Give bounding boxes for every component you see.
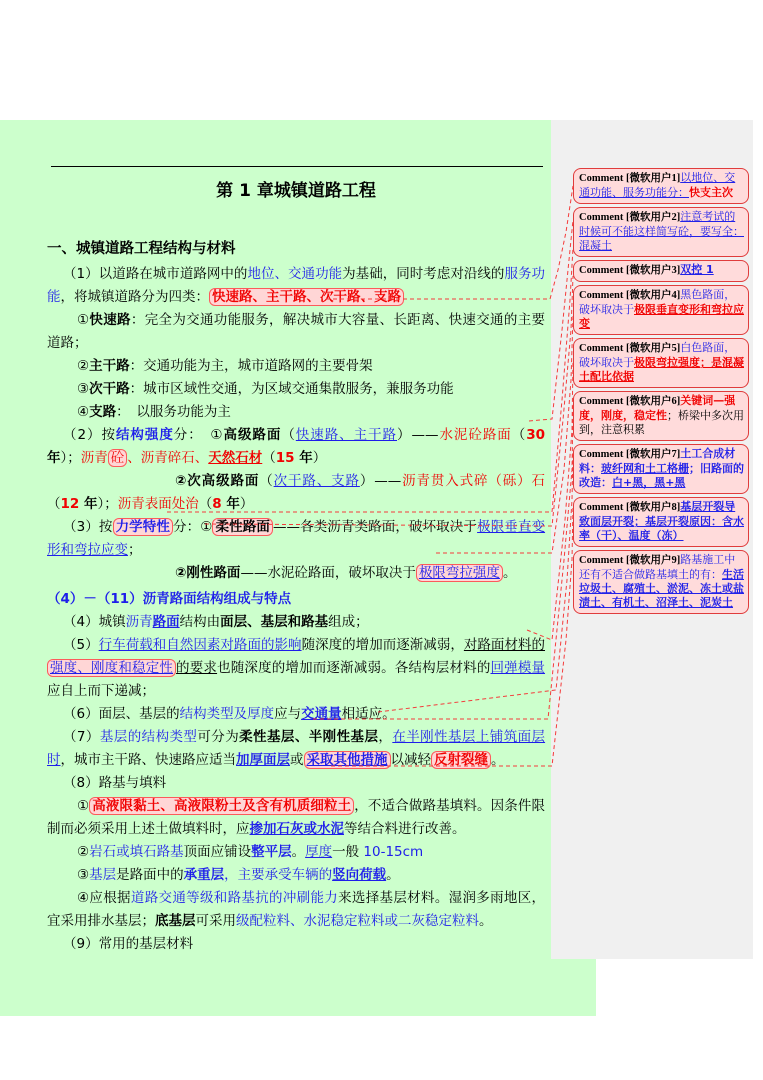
comment-balloon-1[interactable] bbox=[573, 168, 749, 204]
comment-balloon-9[interactable] bbox=[573, 550, 749, 614]
text-run: ）； bbox=[60, 450, 81, 466]
comment-anchor[interactable]: 强度、刚度和稳定性 bbox=[47, 659, 176, 677]
text-run: 基层 bbox=[89, 867, 117, 883]
text-run: ① bbox=[77, 312, 90, 328]
text-run: 生活垃圾土、腐殖土、淤泥、冻土或盐渍土、有机土、沼泽土、泥炭土 bbox=[579, 568, 744, 609]
text-run: 快支主次 bbox=[689, 186, 733, 199]
text-run: 注意考试的时候可不能这样简写砼，要写全：混凝土 bbox=[579, 210, 744, 252]
text-run: 加厚面层 bbox=[236, 752, 290, 768]
section-heading bbox=[47, 237, 545, 258]
text-run: 以减轻 bbox=[390, 752, 431, 768]
text-run: ① bbox=[77, 798, 90, 814]
text-run: 30 bbox=[526, 427, 546, 443]
text-run: 第 1 章城镇道路工程 bbox=[216, 181, 376, 201]
text-run: ④应根据 bbox=[77, 890, 131, 906]
text-run: 服务功能 bbox=[47, 266, 546, 305]
text-run: 沥青贯入式碎（砾）石 bbox=[401, 473, 546, 489]
text-run: ， bbox=[378, 729, 393, 745]
text-run: 关键词—强度，刚度，稳定性 bbox=[579, 394, 736, 422]
comment-anchor[interactable]: 力学特性 bbox=[113, 518, 173, 536]
text-run: ，将城镇道路分为四类： bbox=[60, 289, 209, 305]
text-run: ④ bbox=[77, 404, 90, 420]
text-run: （4）－（11）沥青路面结构组成与特点 bbox=[47, 591, 292, 607]
text-run: 双控 1 bbox=[680, 263, 714, 276]
text-run: 白色路面，破坏取决于 bbox=[579, 341, 736, 369]
paragraph-2 bbox=[47, 424, 545, 470]
text-run: 路基施工中还有不适合做路基填土的有： bbox=[579, 553, 736, 581]
text-run: 可采用 bbox=[195, 913, 236, 929]
text-run: ； bbox=[128, 542, 142, 558]
text-run: 组成； bbox=[328, 614, 369, 630]
subsection-heading bbox=[47, 588, 545, 611]
text-run: 分：① bbox=[173, 519, 213, 535]
list-item-2 bbox=[47, 355, 545, 378]
text-run: 底基层 bbox=[155, 913, 196, 929]
text-run: ——水泥砼路面，破坏取决于 bbox=[240, 565, 416, 581]
comment-label: Comment [微软用户6] bbox=[579, 396, 681, 407]
comment-anchor[interactable]: 快速路、主干路、次干路、支路 bbox=[209, 288, 404, 306]
text-run: 回弹模量 bbox=[490, 660, 546, 676]
text-run: （4）城镇 bbox=[63, 614, 126, 630]
text-run: ② bbox=[77, 358, 90, 374]
text-run: （5） bbox=[63, 637, 99, 653]
text-run: ②次高级路面 bbox=[175, 473, 260, 489]
paragraph-6 bbox=[47, 703, 545, 726]
text-run: 一般 bbox=[332, 844, 364, 860]
text-run: 沥青表面处治 bbox=[117, 496, 199, 512]
chapter-title bbox=[47, 176, 545, 201]
text-run: 相适应。 bbox=[341, 706, 396, 722]
comment-label: Comment [微软用户9] bbox=[579, 555, 681, 566]
text-run: ③ bbox=[77, 867, 90, 883]
text-run: （3）按 bbox=[63, 519, 113, 535]
text-run: （9）常用的基层材料 bbox=[63, 936, 194, 952]
text-run: 、沥青碎石、 bbox=[127, 450, 209, 466]
text-run: 以地位、交通功能、服务功能分： bbox=[579, 171, 736, 199]
text-run: 10-15cm bbox=[363, 844, 424, 860]
text-run: 年 bbox=[79, 496, 98, 512]
text-run: 15 bbox=[275, 450, 295, 466]
text-run: （2）按 bbox=[63, 427, 116, 443]
paragraph-8 bbox=[47, 772, 545, 795]
text-run: ：城市区域性交通，为区域交通集散服务，兼服务功能 bbox=[129, 381, 454, 397]
paragraph-5 bbox=[47, 634, 545, 703]
review-comment-pane bbox=[551, 120, 753, 959]
document-content bbox=[0, 166, 596, 956]
text-run: ：交通功能为主，城市道路网的主要骨架 bbox=[129, 358, 373, 374]
text-run: （ bbox=[262, 450, 276, 466]
text-run: 快速路 bbox=[89, 312, 131, 328]
text-run: 年 bbox=[294, 450, 313, 466]
text-run: 路面 bbox=[152, 614, 180, 630]
text-run: 主干路 bbox=[89, 358, 130, 374]
paragraph-8-4 bbox=[47, 887, 545, 933]
text-run: 整平层 bbox=[251, 844, 292, 860]
paragraph-4 bbox=[47, 611, 545, 634]
text-run: 结构由 bbox=[179, 614, 221, 630]
text-run: 基层开裂导致面层开裂；基层开裂原因：含水率（干）、温度（冻） bbox=[579, 500, 744, 542]
text-run: ② bbox=[77, 844, 90, 860]
comment-label: Comment [微软用户5] bbox=[579, 343, 681, 354]
comment-balloon-5[interactable] bbox=[573, 338, 749, 388]
comment-label: Comment [微软用户4] bbox=[579, 290, 681, 301]
text-run: 天然石材 bbox=[208, 450, 263, 466]
comment-anchor[interactable]: 柔性路面 bbox=[212, 518, 272, 536]
text-run: ）—— bbox=[397, 427, 439, 443]
text-run: 交通量 bbox=[301, 706, 342, 722]
comment-label: Comment [微软用户8] bbox=[579, 502, 681, 513]
paragraph-2b bbox=[47, 470, 545, 516]
text-run: 等结合料进行改善。 bbox=[344, 821, 466, 837]
text-run: 水泥砼路面 bbox=[438, 427, 512, 443]
text-run: （ bbox=[259, 473, 274, 489]
paragraph-1 bbox=[47, 263, 545, 309]
text-run: 应与 bbox=[274, 706, 302, 722]
text-run: （8）路基与填料 bbox=[63, 775, 167, 791]
text-run: 级配粒料、水泥稳定粒料或二灰稳定粒料 bbox=[236, 913, 479, 929]
paragraph-7 bbox=[47, 726, 545, 772]
comment-label: Comment [微软用户1] bbox=[579, 173, 681, 184]
paragraph-9 bbox=[47, 933, 545, 956]
comment-balloon-2[interactable] bbox=[573, 207, 749, 257]
comment-anchor[interactable]: 高液限黏土、高液限粉土及含有机质细粒土 bbox=[89, 797, 354, 815]
text-run: 面层、基层和路基 bbox=[220, 614, 329, 630]
text-run: 沥青 bbox=[125, 614, 153, 630]
comment-anchor[interactable]: 反射裂缝 bbox=[431, 751, 491, 769]
text-run: 玻纤网和土工格栅 bbox=[601, 462, 689, 475]
text-run: （ bbox=[47, 496, 61, 512]
text-run: 。 bbox=[386, 867, 400, 883]
paragraph-8-2 bbox=[47, 841, 545, 864]
text-run: 也随深度的增加而逐渐减弱。各结构层材料的 bbox=[217, 660, 491, 676]
text-run: 在半刚性基层上铺筑面层时 bbox=[47, 729, 546, 768]
text-run: （ bbox=[281, 427, 296, 443]
text-run: ：完全为交通功能服务，解决城市大容量、长距离、快速交通的主要道路； bbox=[47, 312, 546, 351]
text-run: ： 以服务功能为主 bbox=[116, 404, 231, 420]
text-run: 支路 bbox=[89, 404, 117, 420]
text-run: 为基础，同时考虑对沿线的 bbox=[342, 266, 505, 282]
text-run: 结构类型及厚度 bbox=[179, 706, 275, 722]
text-run: ；桥梁中多次用到，注意积累 bbox=[579, 409, 744, 436]
text-run: 柔性基层、半刚性基层 bbox=[239, 729, 379, 745]
text-run: （ bbox=[511, 427, 527, 443]
text-run: 竖向荷载 bbox=[332, 867, 387, 883]
paragraph-3 bbox=[47, 516, 545, 562]
comment-balloon-6[interactable] bbox=[573, 391, 749, 441]
list-item-1 bbox=[47, 309, 545, 355]
text-run: ②刚性路面 bbox=[175, 565, 241, 581]
text-run: 承重层 bbox=[183, 867, 225, 883]
text-run: 分： ① bbox=[173, 427, 224, 443]
text-run: 8 bbox=[212, 496, 222, 512]
text-run: 次干路 bbox=[89, 381, 130, 397]
list-item-4 bbox=[47, 401, 545, 424]
text-run: 地位、交通功能 bbox=[247, 266, 343, 282]
text-run: 白+黑，黑+黑 bbox=[612, 476, 686, 489]
comment-balloon-8[interactable] bbox=[573, 497, 749, 547]
text-run: 。 bbox=[491, 752, 505, 768]
text-run: 土工合成材料： bbox=[579, 447, 736, 475]
text-run: 12 bbox=[60, 496, 80, 512]
text-run: 年 bbox=[221, 496, 240, 512]
text-run: 对路面材料的 bbox=[463, 637, 546, 653]
comment-label: Comment [微软用户3] bbox=[579, 265, 681, 276]
text-run: ，城市主干路、快速路应适当 bbox=[60, 752, 236, 768]
text-run: ，不适合做路基填料。因条件限制而必须采用上述土做填料时，应 bbox=[47, 798, 546, 837]
text-run: （1）以道路在城市道路网中的 bbox=[63, 266, 248, 282]
text-run: ③ bbox=[77, 381, 90, 397]
text-run: 的要求 bbox=[176, 660, 218, 676]
comment-balloon-7[interactable] bbox=[573, 444, 749, 494]
text-run: （ bbox=[198, 496, 213, 512]
text-run: 快速路、主干路 bbox=[295, 427, 398, 443]
text-run: ——各类沥青类路面，破坏取决于 bbox=[272, 519, 478, 535]
text-run: 掺加石灰或水泥 bbox=[249, 821, 344, 837]
text-run: ；旧路面的改造： bbox=[579, 462, 744, 489]
text-run: （7） bbox=[63, 729, 100, 745]
text-run: 年 bbox=[47, 450, 61, 466]
text-run: 随深度的增加而逐渐减弱， bbox=[301, 637, 464, 653]
comment-label: Comment [微软用户2] bbox=[579, 212, 681, 223]
comments-list bbox=[573, 168, 753, 614]
text-run: 结构强度 bbox=[115, 427, 174, 443]
list-item-3 bbox=[47, 378, 545, 401]
comment-balloon-4[interactable] bbox=[573, 285, 749, 335]
text-run: 行车荷载和自然因素对路面的影响 bbox=[98, 637, 302, 653]
text-run: 次干路、支路 bbox=[273, 473, 360, 489]
text-run: ）； bbox=[97, 496, 118, 512]
text-run: 厚度 bbox=[305, 844, 333, 860]
text-run: （6）面层、基层的 bbox=[63, 706, 180, 722]
document-paragraphs bbox=[47, 176, 545, 956]
text-run: 高级路面 bbox=[223, 427, 282, 443]
text-run: 是路面中的 bbox=[116, 867, 184, 883]
text-run: ） bbox=[312, 450, 327, 466]
text-run: 来选择基层材料。湿润多雨地区，宜采用排水基层； bbox=[47, 890, 546, 929]
paragraph-3b bbox=[47, 562, 545, 585]
text-run: 岩石或填石路基 bbox=[89, 844, 184, 860]
text-run: 基层的结构类型 bbox=[99, 729, 198, 745]
text-run: 极限垂直变形和弯拉应变 bbox=[47, 519, 546, 558]
text-run: 一、城镇道路工程结构与材料 bbox=[47, 241, 236, 257]
comment-balloon-3[interactable] bbox=[573, 260, 749, 282]
text-run: 极限垂直变形和弯拉应变 bbox=[579, 303, 744, 330]
paragraph-8-1 bbox=[47, 795, 545, 841]
text-run: 可分为 bbox=[197, 729, 240, 745]
document-page bbox=[0, 120, 596, 1016]
text-run: 。 bbox=[502, 565, 517, 581]
text-run: 沥青 bbox=[80, 450, 108, 466]
text-run: 。 bbox=[291, 844, 306, 860]
text-run: 黑色路面，破坏取决于 bbox=[579, 288, 736, 316]
text-run: 极限弯拉强度；是混凝土配比依据 bbox=[579, 356, 744, 383]
text-run: ） bbox=[239, 496, 254, 512]
text-run: ，主要承受车辆的 bbox=[224, 867, 333, 883]
header-rule bbox=[51, 166, 543, 167]
text-run: 应自上而下递减； bbox=[47, 683, 155, 699]
comment-anchor[interactable]: 极限弯拉强度 bbox=[416, 564, 503, 582]
text-run: 顶面应铺设 bbox=[183, 844, 252, 860]
text-run: 道路交通等级和路基抗的冲刷能力 bbox=[130, 890, 339, 906]
comment-label: Comment [微软用户7] bbox=[579, 449, 681, 460]
text-run: 。 bbox=[479, 913, 493, 929]
text-run: 或 bbox=[290, 752, 304, 768]
comment-anchor[interactable]: 砼 bbox=[108, 449, 128, 467]
text-run: ）—— bbox=[359, 473, 402, 489]
paragraph-8-3 bbox=[47, 864, 545, 887]
comment-anchor[interactable]: 采取其他措施 bbox=[304, 751, 391, 769]
